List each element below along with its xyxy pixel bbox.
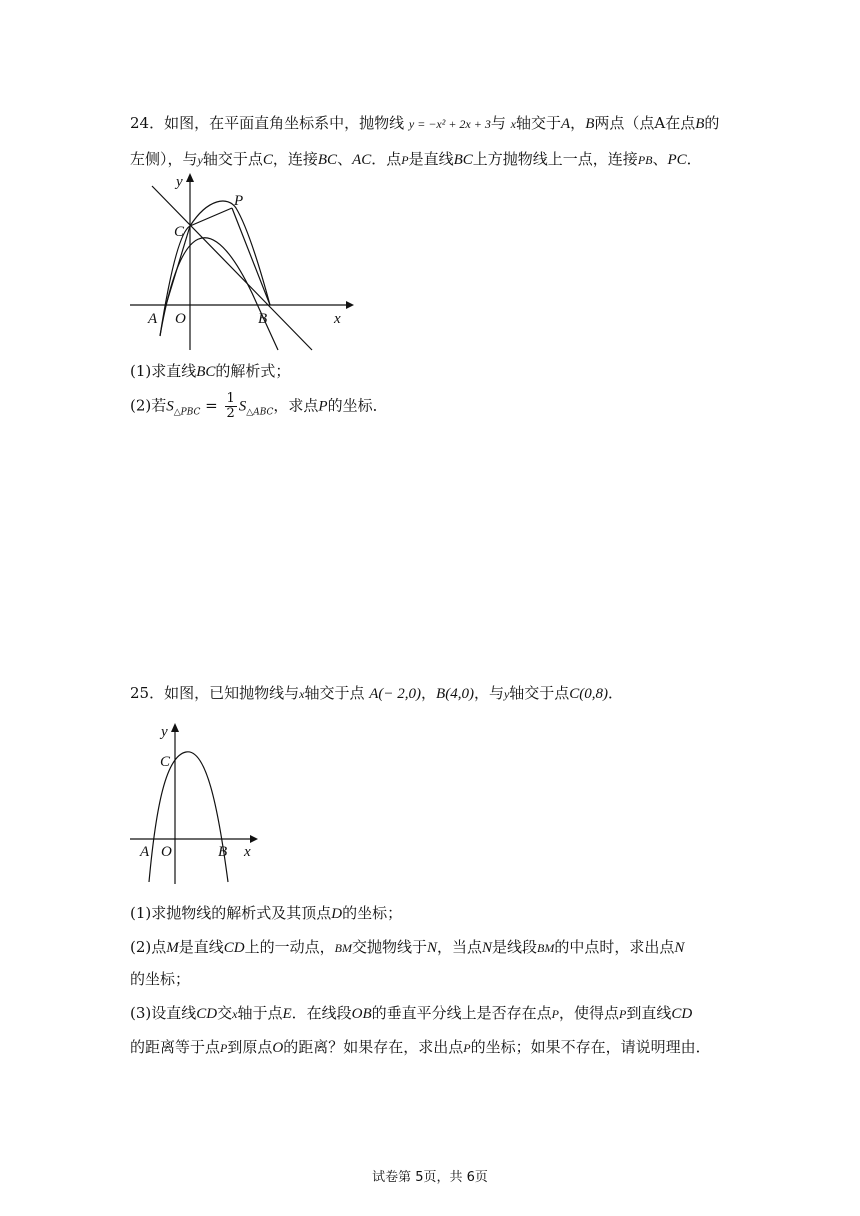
q25-line-1: 25．如图，已知抛物线与x轴交于点 A(− 2,0)，B(4,0)，与y轴交于点C(0,8)． xyxy=(130,684,624,702)
y-axis-arrow-icon xyxy=(171,723,179,732)
label-c: C xyxy=(174,224,185,240)
label-x: x xyxy=(244,844,251,860)
label-o: O xyxy=(161,844,172,860)
q24-line-1: 24．如图，在平面直角坐标系中，抛物线 y = −x² + 2x + 3与 x轴交于A，B两点（点A在点B的 xyxy=(130,114,720,132)
q24-equation: y = −x² + 2x + 3 xyxy=(408,117,491,131)
label-b: B xyxy=(218,844,228,860)
q24-part-2: (2)若$S_{\triangle PBC}$ = $\frac{1}{2}$ $S_{\triangle ABC}$，求点P的坐标． xyxy=(130,391,388,421)
q25-part-2-line-2: 的坐标； xyxy=(130,970,191,988)
q24-number: 24． xyxy=(130,114,165,132)
point-b: B(4,0) xyxy=(436,686,474,702)
y-axis-arrow-icon xyxy=(186,173,194,182)
label-y: y xyxy=(176,174,183,190)
label-o: O xyxy=(175,311,186,327)
q25-part-1: (1)求抛物线的解析式及其顶点D的坐标； xyxy=(130,904,403,922)
q24-line-2: 左侧），与y轴交于点C，连接BC、AC．点P是直线BC上方抛物线上一点，连接PB、PC． xyxy=(130,150,702,168)
label-b: B xyxy=(258,311,268,327)
label-x: x xyxy=(334,311,341,327)
label-c: C xyxy=(160,754,171,770)
q25-part-3-line-2: 的距离等于点P到原点O的距离？如果存在，求出点P的坐标；如果不存在，请说明理由． xyxy=(130,1038,711,1056)
label-p: P xyxy=(234,193,244,209)
x-axis-arrow-icon xyxy=(250,835,258,843)
q25-figure xyxy=(128,716,268,888)
page-footer: 试卷第 5页，共 6页 xyxy=(372,1170,488,1185)
point-c: C(0,8) xyxy=(569,686,609,702)
label-y: y xyxy=(161,724,168,740)
q25-part-3-line-1: (3)设直线CD交x轴于点E．在线段OB的垂直平分线上是否存在点P，使得点P到直线CD xyxy=(130,1004,693,1022)
q25-part-2-line-1: (2)点M是直线CD上的一动点，BM交抛物线于N，当点N是线段BM的中点时，求出点N xyxy=(130,938,685,956)
point-a: A(− 2,0) xyxy=(369,686,422,702)
q24-figure xyxy=(128,168,360,354)
parabola-curve xyxy=(149,752,228,882)
fraction-one-half: $\frac{1}{2}$ xyxy=(226,391,235,421)
label-a: A xyxy=(140,844,150,860)
q25-number: 25． xyxy=(130,684,165,702)
label-a: A xyxy=(148,311,158,327)
x-axis-arrow-icon xyxy=(346,301,354,309)
q24-part-1: (1)求直线BC的解析式； xyxy=(130,362,291,380)
